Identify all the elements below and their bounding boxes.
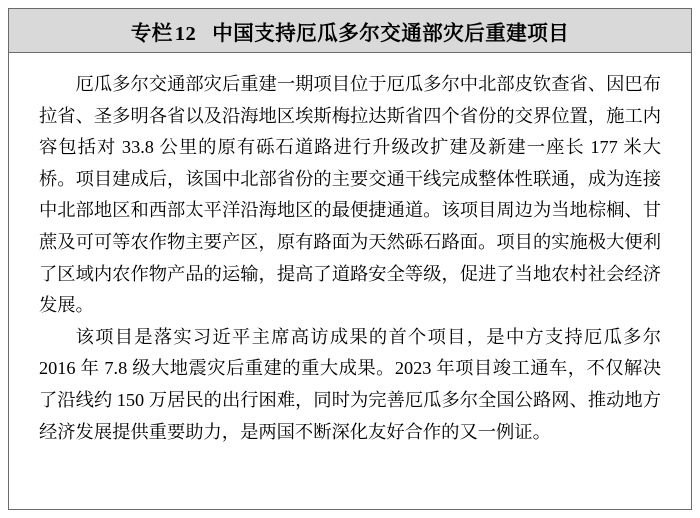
paragraph-2: 该项目是落实习近平主席高访成果的首个项目，是中方支持厄瓜多尔 2016 年 7.8 级大地震灾后重建的重大成果。2023 年项目竣工通车，不仅解决了沿线约 150 万居民的出行困难，同时为完善厄瓜多尔全国公路网、推动地方经济发展提供重要助力，是两国不断深化友好合作的又一例证。 <box>39 326 661 442</box>
callout-body <box>9 53 691 458</box>
paragraph-1: 厄瓜多尔交通部灾后重建一期项目位于厄瓜多尔中北部皮钦查省、因巴布拉省、圣多明各省以及沿海地区埃斯梅拉达斯省四个省份的交界位置，施工内容包括对 33.8 公里的原有砾石道路进行升级改扩建及新建一座长 177 米大桥。项目建成后，该国中北部省份的主要交通干线完成整体性联通，成为连接中北部地区和西部太平洋沿海地区的最便捷通道。该项目周边为当地棕榈、甘蔗及可可等农作物主要产区，原有路面为天然砾石路面。项目的实施极大便利了区域内农作物产品的运输，提高了道路安全等级，促进了当地农村社会经济发展。 <box>39 74 661 316</box>
callout-heading: 中国支持厄瓜多尔交通部灾后重建项目 <box>212 22 570 45</box>
callout-number: 12 <box>174 22 197 45</box>
page-title <box>131 16 570 46</box>
callout-box <box>8 8 692 510</box>
callout-title-bar <box>9 9 691 53</box>
callout-label: 专栏 <box>130 22 173 45</box>
